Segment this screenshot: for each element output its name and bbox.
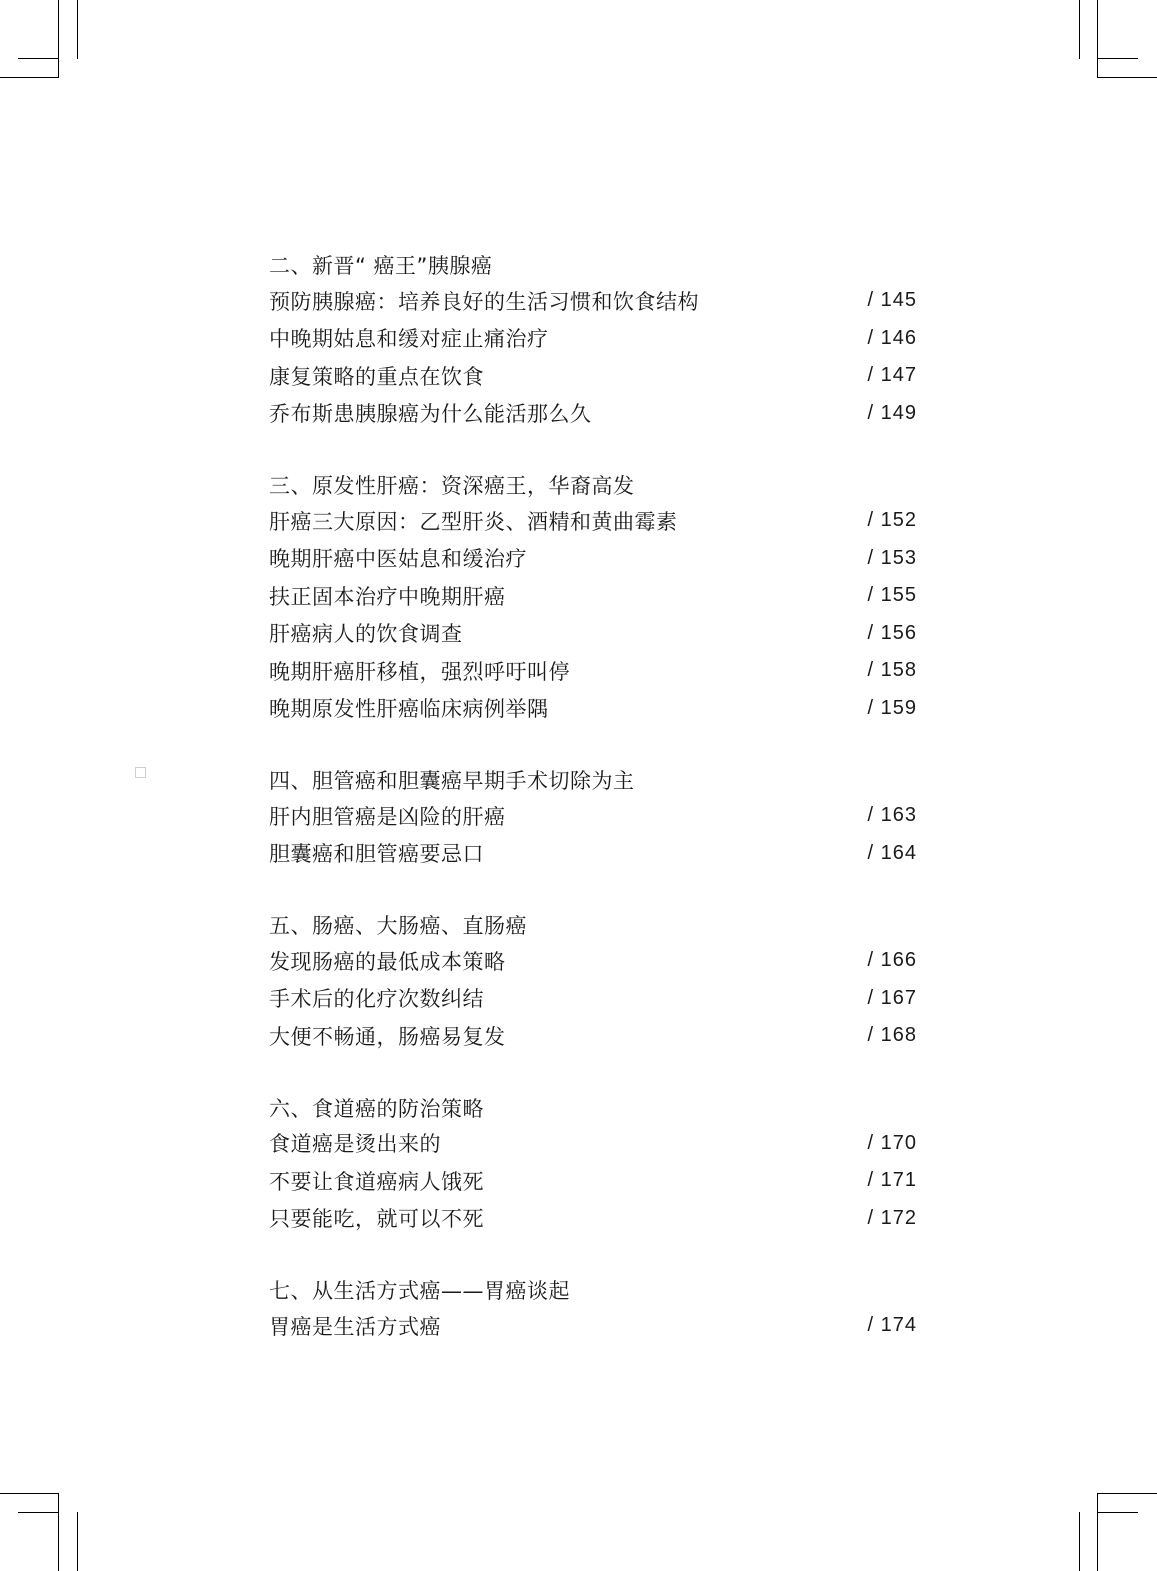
entry-page-number: / 170 bbox=[867, 1131, 917, 1154]
toc-entry[interactable] bbox=[269, 1017, 919, 1055]
entry-page-number: / 171 bbox=[867, 1169, 917, 1192]
entry-page-number: / 164 bbox=[867, 841, 917, 864]
toc-entry[interactable] bbox=[269, 1200, 919, 1238]
entry-page-number: / 167 bbox=[867, 986, 917, 1009]
entry-title: 大便不畅通，肠癌易复发 bbox=[269, 1024, 506, 1049]
toc-entry[interactable] bbox=[269, 357, 919, 395]
toc-entry[interactable] bbox=[269, 980, 919, 1018]
toc-entry[interactable] bbox=[269, 577, 919, 615]
entry-page-number: / 158 bbox=[867, 659, 917, 682]
toc-entry[interactable] bbox=[269, 652, 919, 690]
toc-section bbox=[269, 910, 919, 1055]
entry-title: 康复策略的重点在饮食 bbox=[269, 364, 484, 389]
entry-title: 不要让食道癌病人饿死 bbox=[269, 1169, 484, 1194]
section-title: 五、肠癌、大肠癌、直肠癌 bbox=[269, 914, 527, 938]
section-title: 七、从生活方式癌——胃癌谈起 bbox=[269, 1279, 570, 1303]
margin-marker bbox=[135, 767, 146, 778]
entry-title: 只要能吃，就可以不死 bbox=[269, 1207, 484, 1232]
entry-page-number: / 174 bbox=[867, 1314, 917, 1337]
toc-entry[interactable] bbox=[269, 320, 919, 358]
entry-page-number: / 153 bbox=[867, 546, 917, 569]
toc-section bbox=[269, 470, 919, 727]
entry-page-number: / 166 bbox=[867, 949, 917, 972]
entry-page-number: / 152 bbox=[867, 509, 917, 532]
entry-title: 晚期原发性肝癌临床病例举隅 bbox=[269, 697, 549, 722]
toc-entry[interactable] bbox=[269, 835, 919, 873]
toc-entry[interactable] bbox=[269, 282, 919, 320]
toc-entry[interactable] bbox=[269, 395, 919, 433]
section-title: 三、原发性肝癌：资深癌王，华裔高发 bbox=[269, 474, 635, 498]
entry-title: 胃癌是生活方式癌 bbox=[269, 1314, 441, 1339]
toc-entry[interactable] bbox=[269, 615, 919, 653]
section-title: 二、新晋“ 癌王”胰腺癌 bbox=[269, 254, 493, 278]
toc-section bbox=[269, 765, 919, 872]
toc-entry[interactable] bbox=[269, 690, 919, 728]
entry-title: 手术后的化疗次数纠结 bbox=[269, 987, 484, 1012]
entry-page-number: / 149 bbox=[867, 401, 917, 424]
entry-title: 预防胰腺癌：培养良好的生活习惯和饮食结构 bbox=[269, 289, 699, 314]
entry-title: 肝内胆管癌是凶险的肝癌 bbox=[269, 804, 506, 829]
toc-section bbox=[269, 250, 919, 432]
toc-entry[interactable] bbox=[269, 540, 919, 578]
toc-entry[interactable] bbox=[269, 1125, 919, 1163]
entry-page-number: / 147 bbox=[867, 364, 917, 387]
entry-title: 发现肠癌的最低成本策略 bbox=[269, 949, 506, 974]
toc-section bbox=[269, 1275, 919, 1345]
entry-title: 肝癌病人的饮食调查 bbox=[269, 622, 463, 647]
section-title: 四、胆管癌和胆囊癌早期手术切除为主 bbox=[269, 769, 635, 793]
entry-page-number: / 146 bbox=[867, 326, 917, 349]
entry-page-number: / 156 bbox=[867, 621, 917, 644]
entry-page-number: / 145 bbox=[867, 289, 917, 312]
toc-entry[interactable] bbox=[269, 942, 919, 980]
entry-title: 中晚期姑息和缓对症止痛治疗 bbox=[269, 327, 549, 352]
toc-entry[interactable] bbox=[269, 1307, 919, 1345]
toc-entry[interactable] bbox=[269, 1162, 919, 1200]
entry-title: 晚期肝癌肝移植，强烈呼吁叫停 bbox=[269, 659, 570, 684]
entry-title: 食道癌是烫出来的 bbox=[269, 1132, 441, 1157]
entry-title: 肝癌三大原因：乙型肝炎、酒精和黄曲霉素 bbox=[269, 509, 678, 534]
toc-entry[interactable] bbox=[269, 797, 919, 835]
table-of-contents bbox=[269, 250, 919, 1345]
entry-page-number: / 172 bbox=[867, 1206, 917, 1229]
entry-page-number: / 155 bbox=[867, 584, 917, 607]
entry-title: 晚期肝癌中医姑息和缓治疗 bbox=[269, 547, 527, 572]
toc-section bbox=[269, 1093, 919, 1238]
toc-entry[interactable] bbox=[269, 502, 919, 540]
entry-page-number: / 159 bbox=[867, 696, 917, 719]
entry-page-number: / 163 bbox=[867, 804, 917, 827]
entry-title: 胆囊癌和胆管癌要忌口 bbox=[269, 842, 484, 867]
section-title: 六、食道癌的防治策略 bbox=[269, 1096, 484, 1121]
entry-title: 扶正固本治疗中晚期肝癌 bbox=[269, 584, 506, 609]
entry-page-number: / 168 bbox=[867, 1024, 917, 1047]
entry-title: 乔布斯患胰腺癌为什么能活那么久 bbox=[269, 402, 592, 427]
